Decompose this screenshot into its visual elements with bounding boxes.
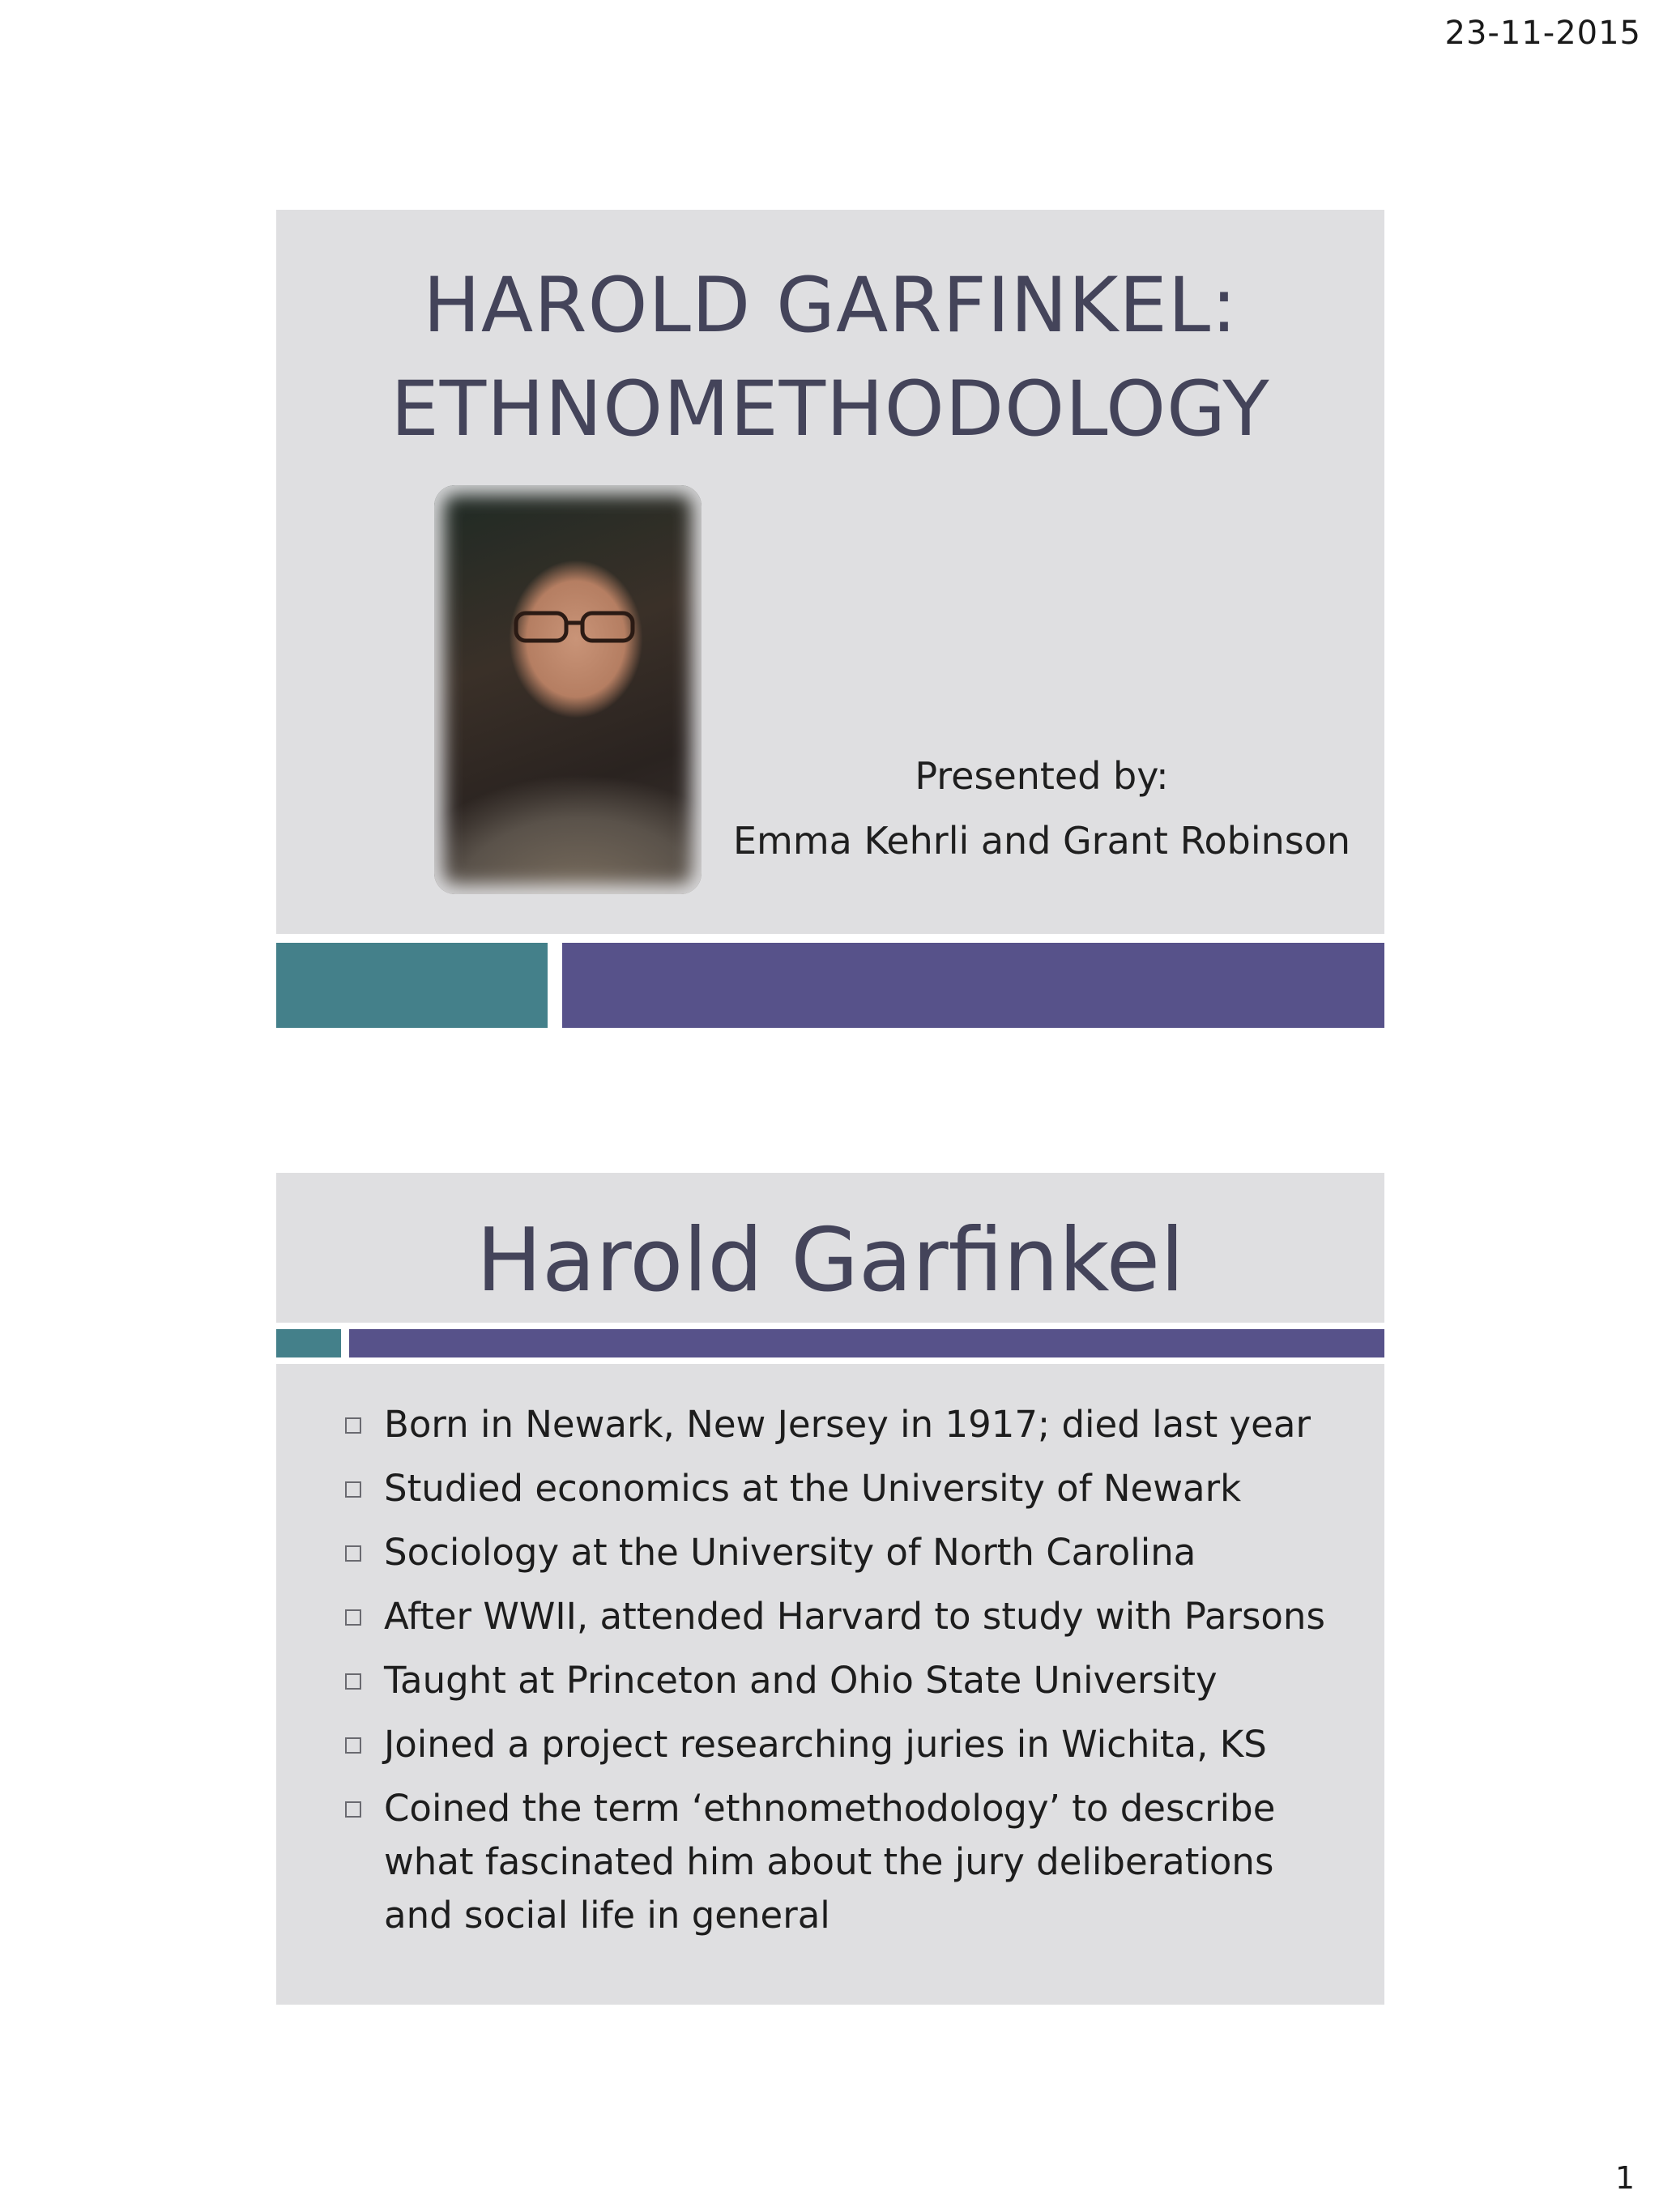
- square-bullet-icon: [345, 1481, 361, 1498]
- biography-header: [276, 1173, 1384, 1323]
- title-panel: [276, 210, 1384, 934]
- slide-title-heading: [276, 254, 1384, 462]
- square-bullet-icon: [345, 1673, 361, 1690]
- list-item: Born in Newark, New Jersey in 1917; died last year: [345, 1398, 1350, 1451]
- square-bullet-icon: [345, 1417, 361, 1434]
- square-bullet-icon: [345, 1737, 361, 1754]
- glasses-icon: [511, 608, 641, 646]
- title-line-2: ETHNOMETHODOLOGY: [390, 365, 1270, 454]
- square-bullet-icon: [345, 1545, 361, 1562]
- bullet-list: [345, 1398, 1350, 1953]
- page-number: 1: [1614, 2160, 1635, 2196]
- slide-title: [276, 210, 1384, 1028]
- purple-accent-bar: [349, 1329, 1384, 1357]
- square-bullet-icon: [345, 1801, 361, 1818]
- presented-by-label: Presented by:: [915, 754, 1169, 798]
- list-item: Sociology at the University of North Carolina: [345, 1526, 1350, 1579]
- purple-accent-bar: [562, 943, 1384, 1028]
- list-item: Coined the term ‘ethnomethodology’ to describe what fascinated him about the jury deliberations and social life in general: [345, 1782, 1350, 1942]
- list-item: Studied economics at the University of Newark: [345, 1462, 1350, 1515]
- print-date: 23-11-2015: [1444, 15, 1641, 52]
- square-bullet-icon: [345, 1609, 361, 1626]
- biography-title: Harold Garfinkel: [476, 1210, 1185, 1311]
- list-item: Taught at Princeton and Ohio State University: [345, 1654, 1350, 1707]
- list-item: After WWII, attended Harvard to study with Parsons: [345, 1590, 1350, 1643]
- slide-biography: [276, 1173, 1384, 2005]
- teal-accent-bar: [276, 1329, 341, 1357]
- biography-body: [276, 1364, 1384, 2005]
- teal-accent-bar: [276, 943, 548, 1028]
- portrait-photo: [434, 485, 702, 894]
- presenter-names: Emma Kehrli and Grant Robinson: [732, 819, 1351, 863]
- title-line-1: HAROLD GARFINKEL:: [423, 262, 1238, 350]
- list-item: Joined a project researching juries in Wichita, KS: [345, 1718, 1350, 1771]
